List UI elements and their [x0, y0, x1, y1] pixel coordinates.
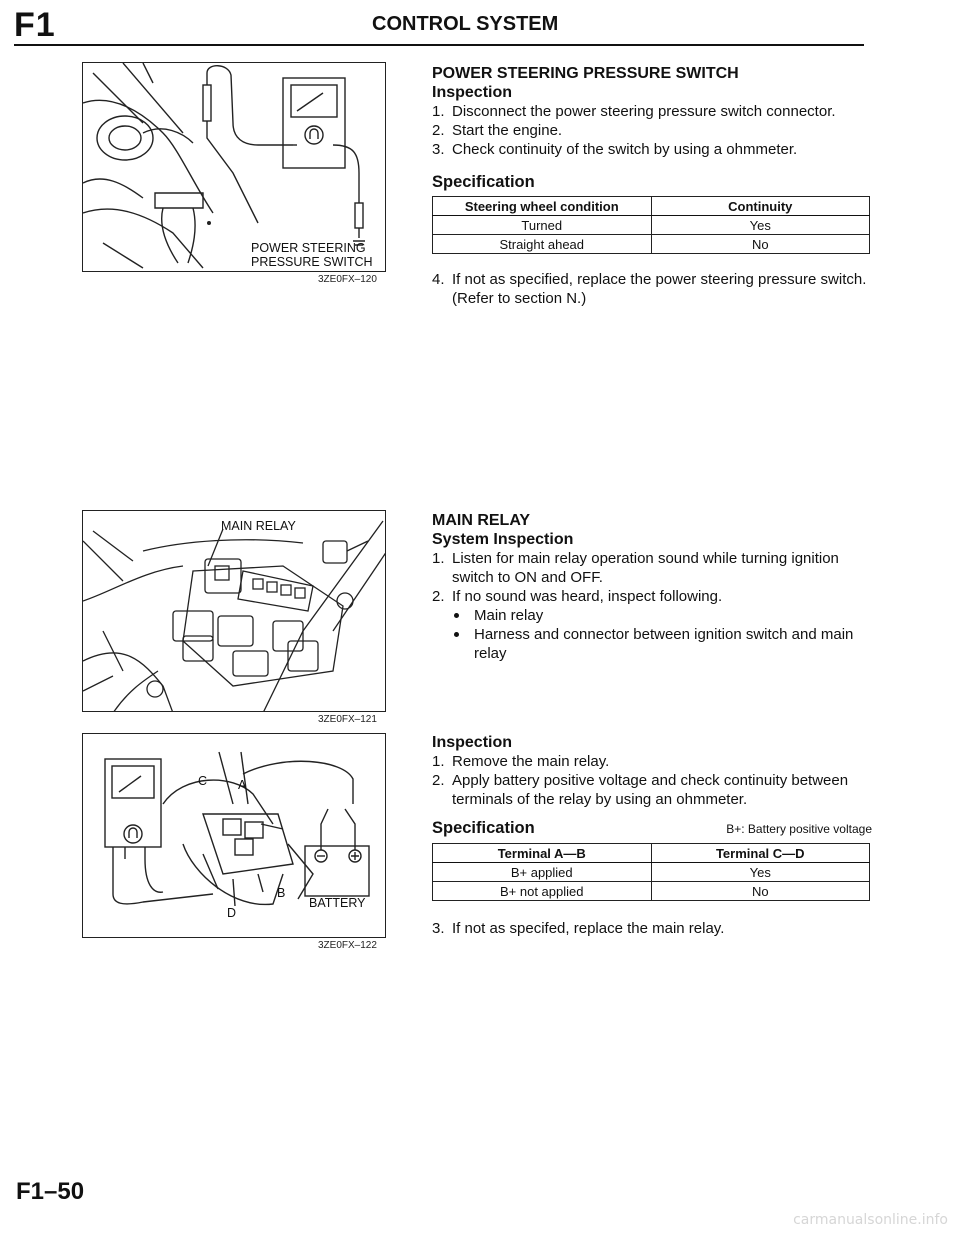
ps-switch-label-1: POWER STEERING: [251, 241, 366, 255]
ps-switch-inspection-heading: Inspection: [432, 84, 513, 101]
ps-step-3: 3. Check continuity of the switch by using a ohmmeter.: [432, 141, 798, 158]
table-cell: Yes: [651, 216, 870, 235]
watermark: carmanualsonline.info: [793, 1212, 948, 1228]
section-code: F1: [14, 6, 56, 44]
table-cell: No: [651, 882, 870, 901]
figure-code-122: 3ZE0FX–122: [318, 940, 377, 951]
figure-code-121: 3ZE0FX–121: [318, 714, 377, 725]
page-title: CONTROL SYSTEM: [372, 13, 559, 35]
terminal-d-label: D: [227, 906, 237, 920]
relay-insp-step-1: 1. Remove the main relay.: [432, 753, 610, 770]
header-rule: [14, 44, 864, 46]
terminal-b-label: B: [277, 886, 286, 900]
ps-step-1: 1. Disconnect the power steering pressure switch connector.: [432, 103, 836, 120]
terminal-c-label: C: [198, 774, 208, 788]
table-cell: Straight ahead: [433, 235, 652, 254]
figure-relay-test: [82, 733, 386, 938]
figure-ps-switch: [82, 62, 386, 272]
relay-spec-note: B+: Battery positive voltage: [726, 822, 872, 836]
battery-label: BATTERY: [309, 896, 366, 910]
system-inspection-heading: System Inspection: [432, 531, 574, 548]
relay-inspection-heading: Inspection: [432, 734, 513, 751]
list-item: Main relay: [432, 606, 872, 625]
relay-spec-header: [432, 819, 872, 839]
main-relay-label: MAIN RELAY: [221, 519, 296, 533]
relay-insp-step-2: 2. Apply battery positive voltage and check continuity between terminals of the relay by using an ohmmeter.: [432, 772, 849, 808]
ps-spec-table: [432, 196, 870, 254]
ps-spec-title: Specification: [432, 173, 535, 191]
figure-main-relay: [82, 510, 386, 712]
relay-inspection-section: [432, 733, 872, 938]
terminal-a-label: A: [238, 778, 247, 792]
ps-switch-title: POWER STEERING PRESSURE SWITCH: [432, 65, 739, 82]
main-relay-illustration: [83, 511, 386, 712]
table-header-row: [433, 197, 870, 216]
relay-step-2: 2. If no sound was heard, inspect following.: [432, 588, 723, 605]
figure-code-120: 3ZE0FX–120: [318, 274, 377, 285]
table-header-cell: Steering wheel condition: [433, 197, 652, 216]
list-item: Harness and connector between ignition switch and main relay: [432, 625, 872, 663]
table-cell: No: [651, 235, 870, 254]
table-row: [433, 863, 870, 882]
relay-insp-step-3: 3. If not as specifed, replace the main relay.: [432, 920, 725, 937]
main-relay-section: [432, 511, 872, 663]
table-header-cell: Terminal A—B: [433, 844, 652, 863]
relay-step-1: 1. Listen for main relay operation sound while turning ignition switch to ON and OFF.: [432, 550, 839, 586]
ps-step-4: 4. If not as specified, replace the power steering pressure switch. (Refer to section N.): [432, 271, 867, 307]
ps-switch-section: [432, 64, 872, 308]
ps-step-2: 2. Start the engine.: [432, 122, 563, 139]
table-cell: B+ applied: [433, 863, 652, 882]
table-cell: Turned: [433, 216, 652, 235]
ps-switch-label-2: PRESSURE SWITCH: [251, 255, 373, 269]
table-row: [433, 235, 870, 254]
page-number: F1–50: [16, 1178, 85, 1205]
table-row: [433, 216, 870, 235]
main-relay-title: MAIN RELAY: [432, 512, 531, 529]
table-row: [433, 882, 870, 901]
table-cell: B+ not applied: [433, 882, 652, 901]
relay-spec-title: Specification: [432, 819, 535, 837]
table-header-cell: Continuity: [651, 197, 870, 216]
table-cell: Yes: [651, 863, 870, 882]
relay-spec-table: [432, 843, 870, 901]
table-header-cell: Terminal C—D: [651, 844, 870, 863]
table-header-row: [433, 844, 870, 863]
